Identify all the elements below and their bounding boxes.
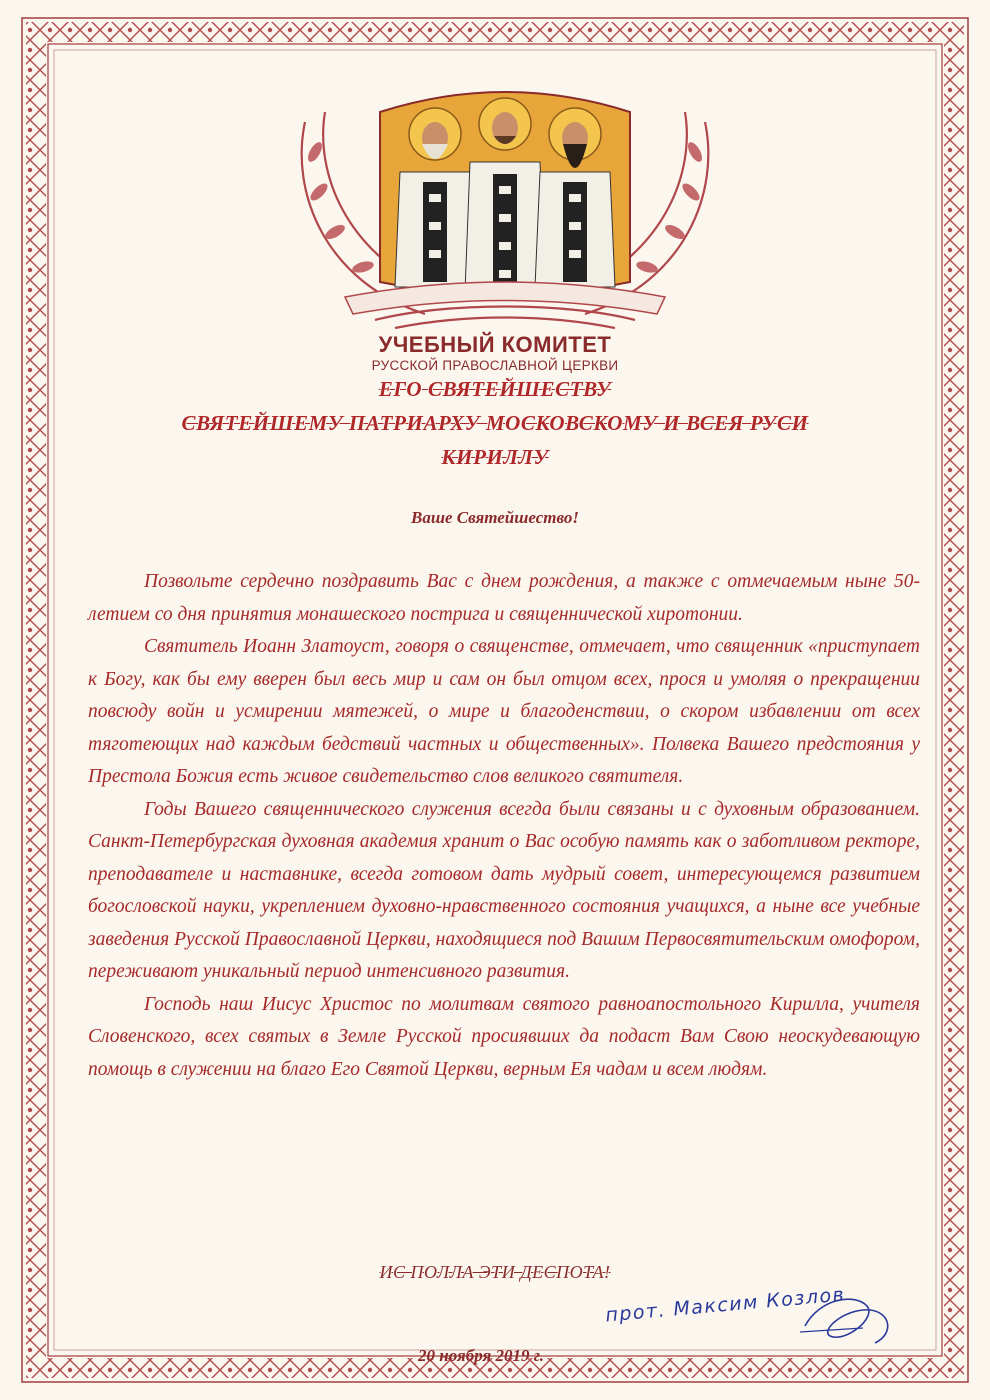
paragraph: Позвольте сердечно поздравить Вас с днем рождения, а также с отмечаемым ныне 50-летием со дня принятия монашеского пострига и священнической хиротонии. [88, 571, 920, 625]
letter-date: 20 ноября 2019 г. [418, 1346, 545, 1365]
paragraph: Господь наш Иисус Христос по молитвам святого равноапостольного Кирилла, учителя Словенского, всех святых в Земле Русской просиявших да подаст Вам Свою неоскудевающую помощь в служении на благо Его Святой Церкви, верным Ея чадам и всем людям. [88, 993, 920, 1080]
salutation: Ваше Святейшество! [411, 508, 579, 527]
addressee-line-2: СВЯТЕЙШЕМУ ПАТРИАРХУ МОСКОВСКОМУ И ВСЕЯ РУСИ [181, 411, 809, 435]
committee-name: УЧЕБНЫЙ КОМИТЕТ [378, 332, 612, 357]
letter-body [88, 566, 920, 1086]
committee-header [0, 332, 990, 374]
signature: прот. Максим Козлов [604, 1283, 847, 1327]
church-name: РУССКОЙ ПРАВОСЛАВНОЙ ЦЕРКВИ [371, 358, 619, 373]
three-saints-emblem [285, 82, 725, 332]
addressee-line-3: КИРИЛЛУ [441, 445, 549, 469]
closing-acclamation: ИС ПОЛЛА ЭТИ ДЕСПОТА! [379, 1262, 611, 1282]
addressee-block [0, 372, 990, 474]
paragraph: Святитель Иоанн Златоуст, говоря о священстве, отмечает, что священник «приступает к Богу, как бы ему вверен был весь мир и сам он был отцом всех, прося и умоляя о прекращении повсюду войн и усмирении мятежей, о мире и благоденствии, о скором избавлении от всех тяготеющих над каждым бедствий частных и общественных». Полвека Вашего предстояния у Престола Божия есть живое свидетельство слов великого святителя. [88, 636, 920, 787]
addressee-line-1: ЕГО СВЯТЕЙШЕСТВУ [378, 377, 612, 401]
signature-flourish [605, 1288, 905, 1363]
paragraph: Годы Вашего священнического служения всегда были связаны и с духовным образованием. Санкт-Петербургская духовная академия хранит о Вас особую память как о заботливом ректоре, преподавателе и наставнике, всегда готовом дать мудрый совет, интересующемся развитием богословской науки, укреплением духовно-нравственного состояния учащихся, а ныне все учебные заведения Русской Православной Церкви, находящиеся под Вашим Первосвятительским омофором, переживают уникальный период интенсивного развития. [88, 798, 920, 982]
